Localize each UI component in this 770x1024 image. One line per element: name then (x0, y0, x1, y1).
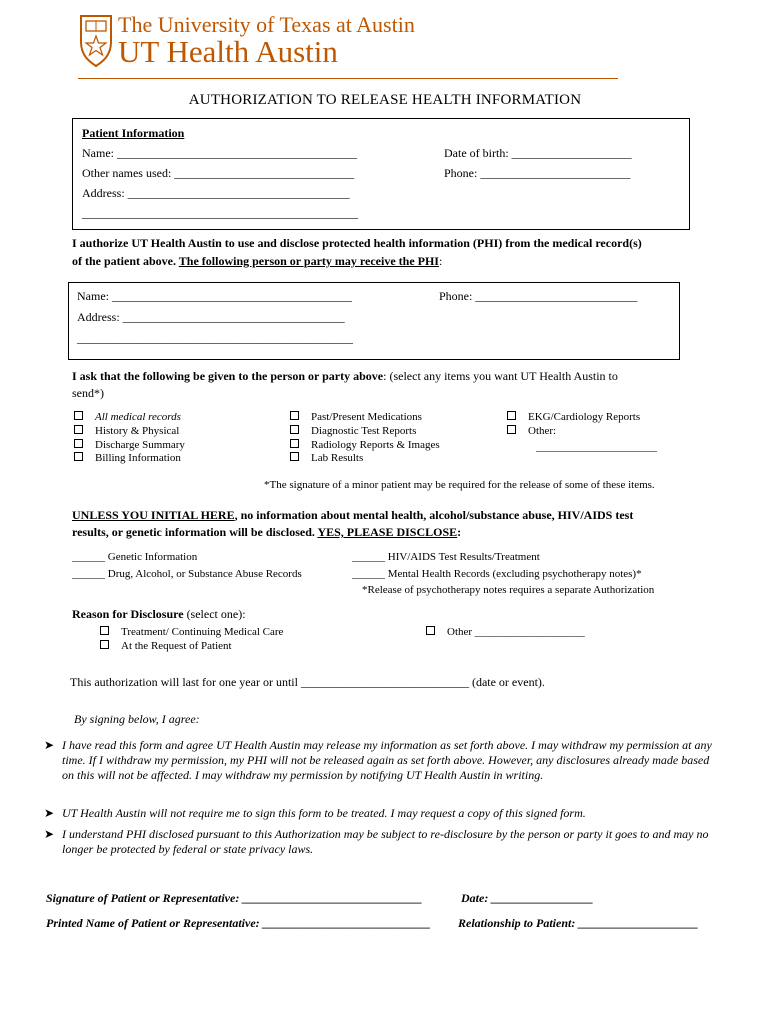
checkbox-icon[interactable] (290, 411, 299, 420)
item-lab-results[interactable]: Lab Results (290, 452, 363, 464)
patient-info-heading: Patient Information (82, 126, 185, 140)
item-billing-information[interactable]: Billing Information (74, 452, 181, 464)
request-line1: I ask that the following be given to the person or party above: (select any items you want UT Health Austin to (72, 369, 618, 383)
checkbox-icon[interactable] (507, 425, 516, 434)
item-discharge-summary[interactable]: Discharge Summary (74, 439, 185, 451)
item-other[interactable]: Other: (507, 425, 556, 437)
checkbox-icon[interactable] (100, 626, 109, 635)
checkbox-icon[interactable] (74, 411, 83, 420)
item-medications[interactable]: Past/Present Medications (290, 411, 422, 423)
minor-note: *The signature of a minor patient may be required for the release of some of these items. (264, 479, 655, 491)
arrow-bullet-icon: ➤ (44, 827, 55, 841)
unless-line1: UNLESS YOU INITIAL HERE, no information about mental health, alcohol/substance abuse, HIV/AIDS test (72, 508, 634, 522)
disclose-mental-field[interactable]: ______ Mental Health Records (excluding psychotherapy notes)* (352, 568, 642, 580)
checkbox-icon[interactable] (426, 626, 435, 635)
patient-dob-field[interactable]: Date of birth: ____________________ (444, 146, 632, 160)
expiry-field[interactable]: This authorization will last for one year or until ____________________________ (date or event). (70, 675, 545, 689)
relationship-field[interactable]: Relationship to Patient: ____________________ (458, 916, 699, 930)
unless-line2: results, or genetic information will be disclosed. YES, PLEASE DISCLOSE: (72, 525, 462, 539)
recipient-address-field[interactable]: Address: _____________________________________ (77, 310, 345, 324)
checkbox-icon[interactable] (100, 640, 109, 649)
item-ekg[interactable]: EKG/Cardiology Reports (507, 411, 640, 423)
reason-other[interactable]: Other ____________________ (426, 626, 585, 638)
recipient-phone-field[interactable]: Phone: ___________________________ (439, 289, 638, 303)
agree-intro: By signing below, I agree: (74, 712, 200, 726)
item-all-records[interactable]: All medical records (74, 411, 181, 423)
recipient-address-line2-field[interactable]: ______________________________________________ (77, 331, 353, 345)
checkbox-icon[interactable] (290, 439, 299, 448)
patient-address-line2-field[interactable]: ______________________________________________ (82, 206, 358, 220)
patient-name-field[interactable]: Name: ________________________________________ (82, 146, 357, 160)
form-title: AUTHORIZATION TO RELEASE HEALTH INFORMATION (188, 92, 582, 108)
reason-patient-request[interactable]: At the Request of Patient (100, 640, 232, 652)
checkbox-icon[interactable] (74, 439, 83, 448)
checkbox-icon[interactable] (74, 425, 83, 434)
university-name: The University of Texas at Austin (118, 12, 415, 37)
ut-shield-logo-icon (78, 12, 114, 68)
item-radiology[interactable]: Radiology Reports & Images (290, 439, 440, 451)
disclose-hiv-field[interactable]: ______ HIV/AIDS Test Results/Treatment (352, 551, 540, 563)
patient-phone-field[interactable]: Phone: _________________________ (444, 166, 631, 180)
reason-heading: Reason for Disclosure (select one): (72, 607, 246, 621)
header-divider (78, 78, 618, 79)
item-history-physical[interactable]: History & Physical (74, 425, 179, 437)
reason-treatment[interactable]: Treatment/ Continuing Medical Care (100, 626, 283, 638)
patient-other-names-field[interactable]: Other names used: ______________________________ (82, 166, 355, 180)
disclose-drug-field[interactable]: ______ Drug, Alcohol, or Substance Abuse Records (72, 568, 302, 580)
checkbox-icon[interactable] (74, 452, 83, 461)
recipient-name-field[interactable]: Name: ________________________________________ (77, 289, 352, 303)
disclose-genetic-field[interactable]: ______ Genetic Information (72, 551, 198, 563)
request-line2: send*) (72, 386, 104, 400)
unit-name: UT Health Austin (118, 34, 338, 69)
authorize-line2: of the patient above. The following person or party may receive the PHI: (72, 254, 443, 268)
signature-field[interactable]: Signature of Patient or Representative: ______________________________ (46, 891, 423, 905)
checkbox-icon[interactable] (507, 411, 516, 420)
checkbox-icon[interactable] (290, 425, 299, 434)
agree-bullet-3: ➤ I understand PHI disclosed pursuant to this Authorization may be subject to re-disclosure by the person or party it goes to and may no longer be protected by federal or state privacy laws. (44, 827, 709, 856)
checkbox-icon[interactable] (290, 452, 299, 461)
psychotherapy-note: *Release of psychotherapy notes requires a separate Authorization (362, 584, 655, 596)
date-field[interactable]: Date: _________________ (461, 891, 594, 905)
patient-address-field[interactable]: Address: _____________________________________ (82, 186, 350, 200)
agree-bullet-1: ➤ I have read this form and agree UT Health Austin may release my information as set forth above. I may withdraw my permission at any time. If I withdraw my permission, my PHI will not be released again as set forth above. However, any disclosures already made based on this will not be affected. I may withdraw my permission by notifying UT Health Austin in writing. (44, 738, 712, 782)
printed-name-field[interactable]: Printed Name of Patient or Representative: ____________________________ (46, 916, 431, 930)
agree-bullet-2: ➤ UT Health Austin will not require me to sign this form to be treated. I may request a copy of this signed form. (44, 806, 586, 820)
item-other-blank[interactable]: ______________________ (536, 441, 657, 453)
arrow-bullet-icon: ➤ (44, 806, 55, 820)
item-diagnostic-tests[interactable]: Diagnostic Test Reports (290, 425, 416, 437)
arrow-bullet-icon: ➤ (44, 738, 55, 752)
authorize-line1: I authorize UT Health Austin to use and disclose protected health information (PHI) from the medical record(s) (72, 236, 642, 250)
